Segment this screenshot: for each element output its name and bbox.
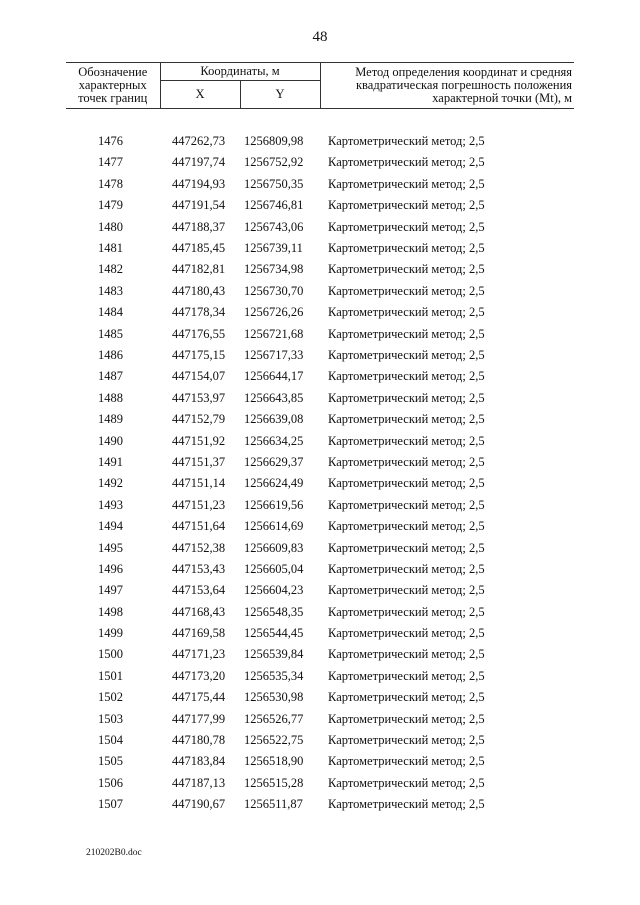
- table-row: [66, 772, 574, 793]
- method-cell: Картометрический метод; 2,5: [328, 176, 485, 191]
- method-cell: Картометрический метод; 2,5: [328, 433, 485, 448]
- point-cell: 1504: [98, 733, 123, 748]
- point-cell: 1483: [98, 283, 123, 298]
- x-cell: 447185,45: [172, 241, 226, 256]
- table-row: [66, 344, 574, 365]
- table-row: [66, 280, 574, 301]
- method-cell: Картометрический метод; 2,5: [328, 283, 485, 298]
- point-cell: 1476: [98, 134, 123, 149]
- x-cell: 447176,55: [172, 326, 226, 341]
- method-cell: Картометрический метод; 2,5: [328, 305, 485, 320]
- y-cell: 1256644,17: [244, 369, 304, 384]
- table-row: [66, 323, 574, 344]
- table-row: [66, 216, 574, 237]
- table-row: [66, 130, 574, 151]
- table-row: [66, 430, 574, 451]
- y-cell: 1256734,98: [244, 262, 304, 277]
- method-cell: Картометрический метод; 2,5: [328, 733, 485, 748]
- x-cell: 447168,43: [172, 604, 226, 619]
- y-cell: 1256743,06: [244, 219, 304, 234]
- point-cell: 1505: [98, 754, 123, 769]
- point-cell: 1479: [98, 198, 123, 213]
- point-cell: 1490: [98, 433, 123, 448]
- method-cell: Картометрический метод; 2,5: [328, 583, 485, 598]
- table-body: [66, 109, 574, 815]
- point-cell: 1481: [98, 241, 123, 256]
- page-number: 48: [312, 29, 328, 45]
- x-cell: 447151,92: [172, 433, 226, 448]
- table-row: [66, 237, 574, 258]
- point-cell: 1498: [98, 604, 123, 619]
- x-cell: 447152,79: [172, 412, 226, 427]
- x-cell: 447187,13: [172, 775, 226, 790]
- x-cell: 447262,73: [172, 134, 226, 149]
- y-cell: 1256730,70: [244, 283, 304, 298]
- table-row: [66, 794, 574, 815]
- point-cell: 1493: [98, 497, 123, 512]
- point-cell: 1486: [98, 347, 123, 362]
- point-cell: 1477: [98, 155, 123, 170]
- y-cell: 1256750,35: [244, 176, 304, 191]
- x-cell: 447191,54: [172, 198, 226, 213]
- method-cell: Картометрический метод; 2,5: [328, 390, 485, 405]
- y-cell: 1256717,33: [244, 347, 304, 362]
- method-cell: Картометрический метод; 2,5: [328, 775, 485, 790]
- x-cell: 447197,74: [172, 155, 226, 170]
- table-row: [66, 708, 574, 729]
- y-cell: 1256643,85: [244, 390, 304, 405]
- method-cell: Картометрический метод; 2,5: [328, 198, 485, 213]
- x-cell: 447175,15: [172, 347, 226, 362]
- point-cell: 1484: [98, 305, 123, 320]
- x-cell: 447177,99: [172, 711, 226, 726]
- method-cell: Картометрический метод; 2,5: [328, 797, 485, 812]
- table-row: [66, 751, 574, 772]
- point-cell: 1491: [98, 454, 123, 469]
- method-cell: Картометрический метод; 2,5: [328, 454, 485, 469]
- y-cell: 1256721,68: [244, 326, 304, 341]
- y-cell: 1256526,77: [244, 711, 304, 726]
- y-cell: 1256522,75: [244, 733, 304, 748]
- x-cell: 447180,78: [172, 733, 226, 748]
- y-cell: 1256726,26: [244, 305, 304, 320]
- point-cell: 1494: [98, 519, 123, 534]
- method-cell: Картометрический метод; 2,5: [328, 134, 485, 149]
- x-cell: 447153,43: [172, 561, 226, 576]
- y-cell: 1256605,04: [244, 561, 304, 576]
- method-cell: Картометрический метод; 2,5: [328, 519, 485, 534]
- point-cell: 1482: [98, 262, 123, 277]
- y-cell: 1256639,08: [244, 412, 304, 427]
- method-cell: Картометрический метод; 2,5: [328, 690, 485, 705]
- header-y: Y: [240, 81, 320, 109]
- method-cell: Картометрический метод; 2,5: [328, 540, 485, 555]
- method-cell: Картометрический метод; 2,5: [328, 219, 485, 234]
- header-x: X: [160, 81, 240, 109]
- method-cell: Картометрический метод; 2,5: [328, 497, 485, 512]
- method-cell: Картометрический метод; 2,5: [328, 412, 485, 427]
- table-row: [66, 408, 574, 429]
- point-cell: 1500: [98, 647, 123, 662]
- point-cell: 1503: [98, 711, 123, 726]
- x-cell: 447169,58: [172, 626, 226, 641]
- coordinates-table: [66, 62, 574, 815]
- method-cell: Картометрический метод; 2,5: [328, 604, 485, 619]
- x-cell: 447194,93: [172, 176, 226, 191]
- point-cell: 1488: [98, 390, 123, 405]
- method-cell: Картометрический метод; 2,5: [328, 711, 485, 726]
- spacer-cell: [66, 109, 574, 131]
- y-cell: 1256614,69: [244, 519, 304, 534]
- table-row: [66, 729, 574, 750]
- table-row: [66, 173, 574, 194]
- y-cell: 1256548,35: [244, 604, 304, 619]
- point-cell: 1499: [98, 626, 123, 641]
- y-cell: 1256539,84: [244, 647, 304, 662]
- table-row: [66, 622, 574, 643]
- x-cell: 447180,43: [172, 283, 226, 298]
- table-row: [66, 687, 574, 708]
- y-cell: 1256518,90: [244, 754, 304, 769]
- y-cell: 1256619,56: [244, 497, 304, 512]
- x-cell: 447151,37: [172, 454, 226, 469]
- table-row: [66, 558, 574, 579]
- x-cell: 447153,97: [172, 390, 226, 405]
- table-row: [66, 302, 574, 323]
- point-cell: 1480: [98, 219, 123, 234]
- footer-filename: 210202B0.doc: [86, 848, 142, 858]
- x-cell: 447152,38: [172, 540, 226, 555]
- point-cell: 1496: [98, 561, 123, 576]
- method-cell: Картометрический метод; 2,5: [328, 326, 485, 341]
- y-cell: 1256809,98: [244, 134, 304, 149]
- table-row: [66, 451, 574, 472]
- table-row: [66, 387, 574, 408]
- table-row: [66, 259, 574, 280]
- method-cell: Картометрический метод; 2,5: [328, 754, 485, 769]
- table-row: [66, 665, 574, 686]
- y-cell: 1256515,28: [244, 775, 304, 790]
- y-cell: 1256530,98: [244, 690, 304, 705]
- method-cell: Картометрический метод; 2,5: [328, 561, 485, 576]
- table-row: [66, 195, 574, 216]
- x-cell: 447153,64: [172, 583, 226, 598]
- point-cell: 1501: [98, 668, 123, 683]
- point-cell: 1507: [98, 797, 123, 812]
- x-cell: 447190,67: [172, 797, 226, 812]
- table-header: [66, 63, 574, 109]
- x-cell: 447154,07: [172, 369, 226, 384]
- table-row: [66, 644, 574, 665]
- table-row: [66, 366, 574, 387]
- method-cell: Картометрический метод; 2,5: [328, 369, 485, 384]
- table-row: [66, 601, 574, 622]
- header-row: [66, 63, 574, 81]
- method-cell: Картометрический метод; 2,5: [328, 626, 485, 641]
- method-cell: Картометрический метод; 2,5: [328, 476, 485, 491]
- x-cell: 447151,14: [172, 476, 226, 491]
- header-point-label: Обозначение характерных точек границ: [66, 63, 160, 109]
- x-cell: 447173,20: [172, 668, 226, 683]
- spacer-row: [66, 109, 574, 131]
- y-cell: 1256544,45: [244, 626, 304, 641]
- y-cell: 1256746,81: [244, 198, 304, 213]
- table-row: [66, 494, 574, 515]
- point-cell: 1487: [98, 369, 123, 384]
- x-cell: 447171,23: [172, 647, 226, 662]
- point-cell: 1495: [98, 540, 123, 555]
- header-coordinates: Координаты, м: [160, 63, 320, 81]
- method-cell: Картометрический метод; 2,5: [328, 155, 485, 170]
- table-row: [66, 473, 574, 494]
- y-cell: 1256511,87: [244, 797, 303, 812]
- y-cell: 1256604,23: [244, 583, 304, 598]
- y-cell: 1256752,92: [244, 155, 304, 170]
- table-row: [66, 152, 574, 173]
- method-cell: Картометрический метод; 2,5: [328, 668, 485, 683]
- y-cell: 1256609,83: [244, 540, 304, 555]
- x-cell: 447182,81: [172, 262, 226, 277]
- table-row: [66, 537, 574, 558]
- point-cell: 1485: [98, 326, 123, 341]
- method-cell: Картометрический метод; 2,5: [328, 241, 485, 256]
- x-cell: 447188,37: [172, 219, 226, 234]
- y-cell: 1256634,25: [244, 433, 304, 448]
- header-method: Метод определения координат и средняя квадратическая погрешность положения характерной точки (Mt), м: [320, 63, 574, 109]
- x-cell: 447183,84: [172, 754, 226, 769]
- x-cell: 447151,64: [172, 519, 226, 534]
- x-cell: 447175,44: [172, 690, 226, 705]
- point-cell: 1492: [98, 476, 123, 491]
- point-cell: 1506: [98, 775, 123, 790]
- point-cell: 1502: [98, 690, 123, 705]
- method-cell: Картометрический метод; 2,5: [328, 647, 485, 662]
- method-cell: Картометрический метод; 2,5: [328, 347, 485, 362]
- point-cell: 1497: [98, 583, 123, 598]
- table-row: [66, 515, 574, 536]
- x-cell: 447178,34: [172, 305, 226, 320]
- y-cell: 1256629,37: [244, 454, 304, 469]
- table-row: [66, 580, 574, 601]
- y-cell: 1256535,34: [244, 668, 304, 683]
- x-cell: 447151,23: [172, 497, 226, 512]
- point-cell: 1489: [98, 412, 123, 427]
- method-cell: Картометрический метод; 2,5: [328, 262, 485, 277]
- y-cell: 1256624,49: [244, 476, 304, 491]
- y-cell: 1256739,11: [244, 241, 303, 256]
- point-cell: 1478: [98, 176, 123, 191]
